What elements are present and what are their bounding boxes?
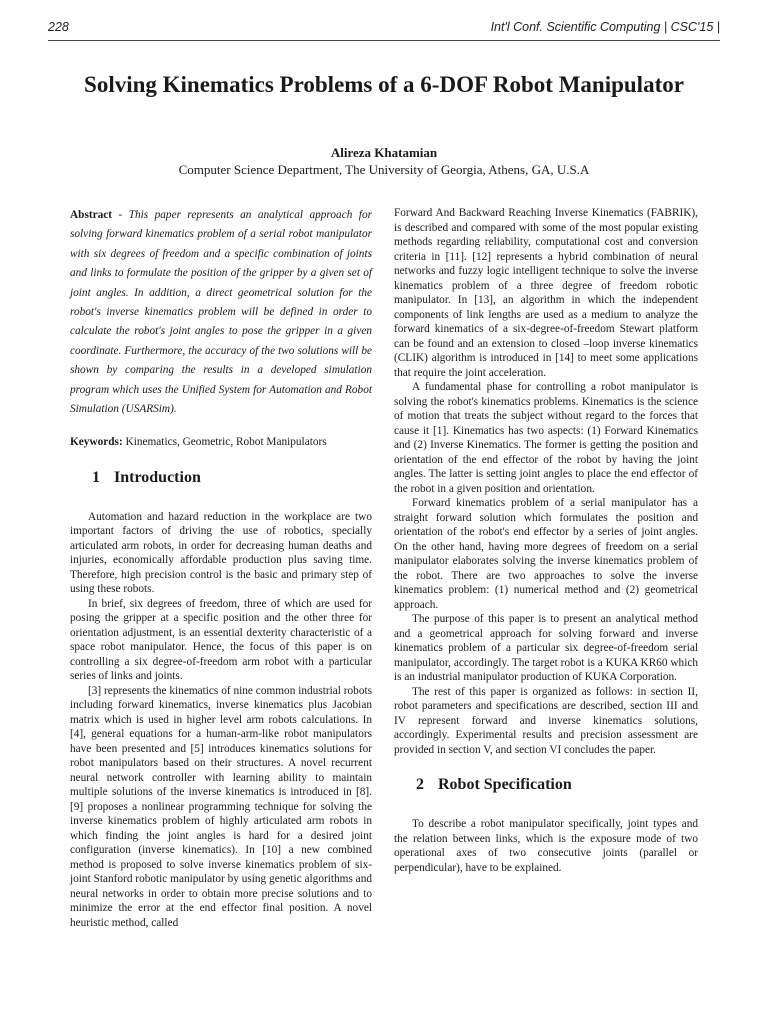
running-head [48, 20, 720, 38]
right-column [394, 206, 698, 875]
paragraph: A fundamental phase for controlling a robot manipulator is solving the robot's kinematics problems. Kinematics is the science of motion that treats the subject without regard to the forces that cause it [1]. Kinematics has two aspects: (1) Forward Kinematics and (2) Inverse Kinematics. The former is getting the position and orientation of the end effector of the robot by having the joint angles. The latter is setting joint angles to place the end effector of the robot in a given position and orientation. [394, 381, 698, 495]
section-title: Robot Specification [438, 776, 572, 793]
paper-title: Solving Kinematics Problems of a 6-DOF Robot Manipulator [84, 72, 684, 97]
paragraph: To describe a robot manipulator specifically, joint types and the relation between links, which is the exposure mode of two operational axes of two consecutive joints (parallel or perpendicular), have to be explained. [394, 818, 698, 874]
keywords [70, 435, 372, 450]
paragraph: The rest of this paper is organized as follows: in section II, robot parameters and specifications are described, section III and IV represent forward and inverse kinematics solutions, accordingly. Experimental results and precision assessment are provided in section V, and section VI concludes the paper. [394, 685, 698, 756]
paragraph: In brief, six degrees of freedom, three of which are used for posing the gripper at a specific position and the other three for orientation adjustment, is an essential dexterity characteristic of a space robot manipulator. Hence, the focus of this paper is on controlling a six degree-of-freedom arm robot with a particular series of links and joints. [70, 597, 372, 683]
author-name: Alireza Khatamian [330, 145, 438, 160]
left-column [70, 206, 372, 930]
abstract-text: - This paper represents an analytical approach for solving forward kinematics problem of a serial robot manipulator with six degrees of freedom and a specific combination of joints and links to formulate the position of the gripper by a given set of joint angles. In addition, a direct geometrical solution for the robot's inverse kinematics problem will be defined in order to calculate the robot's joint angles to pose the gripper in a given coordinate. Furthermore, the accuracy of the two solutions will be shown by comparing the results in a developed simulation program which uses the Unified System for Automation and Robot Simulation (USARSim). [70, 209, 372, 416]
section-heading-robot-specification [394, 775, 698, 795]
abstract [70, 206, 372, 419]
keywords-text: Kinematics, Geometric, Robot Manipulators [122, 436, 327, 449]
paragraph: [3] represents the kinematics of nine common industrial robots including forward kinematics, inverse kinematics plus Jacobian matrix which is used in higher level arm robots calculations. In [4], general equations for a human-arm-like robot manipulators have been presented and [5] introduces kinematics solutions for robot manipulators based on their structures. A novel recurrent neural network controller with learning ability to maintain multiple solutions of the inverse kinematics is introduced in [8]. [9] proposes a nonlinear programming technique for solving the inverse kinematics problem of highly articulated arm robots in which finding the joint angles is hard for a desired joint configuration (inverse kinematics). In [10] a new combined method is proposed to solve inverse kinematics problem of six-joint Stanford robotic manipulator by using genetic algorithms and neural networks in order to obtain more precise solutions and to minimize the error at the end effector final position. A novel heuristic method, called [70, 684, 372, 929]
page-number: 228 [48, 20, 69, 34]
section-number: 2 [416, 776, 424, 793]
paragraph-continued: Forward And Backward Reaching Inverse Kinematics (FABRIK), is described and compared with some of the most popular existing methods regarding reliability, computational cost and conversion criteria in [11]. [12] represents a hybrid combination of neural networks and fuzzy logic intelligent technique to solve the inverse kinematics problem of a three degree of freedom robotic manipulator. In [13], an algorithm in which the independent components of link lengths are used as a medium to analyze the forward kinematics of a six-degree-of-freedom Stewart platform can be found and an extension to closed –loop inverse kinematics (CLIK) algorithm is introduced in [14] to meet some applications that require the joint acceleration. [394, 207, 698, 379]
keywords-label: Keywords: [70, 436, 123, 449]
section-number: 1 [92, 468, 100, 486]
section-title: Introduction [114, 468, 201, 486]
paragraph: The purpose of this paper is to present an analytical method and a geometrical approach for solving forward and inverse kinematics problem of a particular six degree-of-freedom serial manipulator, accordingly. The target robot is a KUKA KR60 which is an industrial manipulator production of KUKA Corporation. [394, 613, 698, 683]
paragraph: Forward kinematics problem of a serial manipulator has a straight forward solution which formulates the position and orientation of the robot's end effector by a series of joint angles. On the other hand, having more degrees of freedom on a serial manipulator elaborates solving the inverse kinematics problem of the robot. There are two approaches to solve the inverse kinematics problem: (1) numerical method and (2) geometrical approach. [394, 497, 698, 611]
conference-name: Int'l Conf. Scientific Computing | CSC'15 | [490, 20, 720, 34]
abstract-label: Abstract [70, 209, 113, 221]
paragraph: Automation and hazard reduction in the workplace are two important factors of driving the use of robotics, specially articulated arm robots, in order for decreasing human deaths and injuries, economically affordable production plus saving time. Therefore, high precision control is the basic and primary step of using these robots. [70, 510, 372, 596]
author-affiliation: Computer Science Department, The University of Georgia, Athens, GA, U.S.A [178, 162, 590, 177]
header-rule [48, 40, 720, 41]
section-heading-introduction [70, 468, 372, 488]
